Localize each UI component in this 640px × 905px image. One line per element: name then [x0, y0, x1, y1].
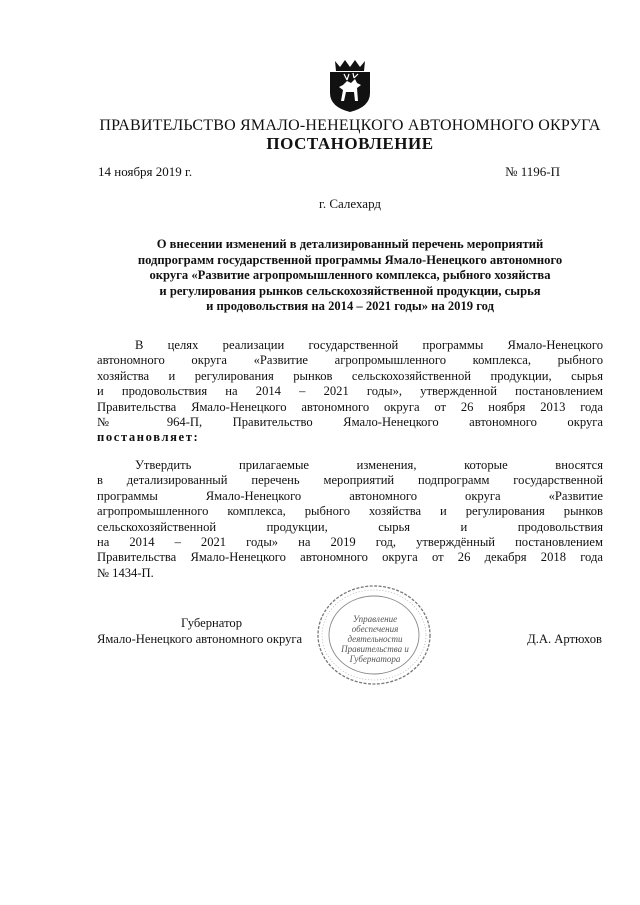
paragraph-line: № 964-П, Правительство Ямало-Ненецкого автономного округа: [97, 414, 603, 429]
paragraph-line: агропромышленного комплекса, рыбного хозяйства и регулирования рынков: [97, 504, 603, 519]
heading-line: и регулирования рынков сельскохозяйственной продукции, сырья: [159, 283, 541, 298]
government-title: ПРАВИТЕЛЬСТВО ЯМАЛО-НЕНЕЦКОГО АВТОНОМНОГО ОКРУГА: [99, 117, 601, 134]
paragraph-line: хозяйства и регулирования рынков сельскохозяйственной продукции, сырья: [97, 368, 603, 383]
heading-line: подпрограмм государственной программы Ямало-Ненецкого автономного: [137, 252, 563, 267]
coat-of-arms-icon: [327, 57, 373, 113]
signer-region: Ямало-Ненецкого автономного округа: [97, 632, 303, 646]
signer-name: Д.А. Артюхов: [527, 632, 602, 646]
document-date: 14 ноября 2019 г.: [98, 164, 193, 179]
document-city: г. Салехард: [318, 196, 382, 211]
paragraph-line: Правительства Ямало-Ненецкого автономного округа от 26 ноября 2013 года: [97, 399, 603, 414]
paragraph-line: В целях реализации государственной программы Ямало-Ненецкого: [135, 338, 603, 352]
paragraph-line: Утвердить прилагаемые изменения, которые вносятся: [135, 458, 603, 472]
heading-line: О внесении изменений в детализированный перечень мероприятий: [156, 237, 544, 251]
paragraph-line: Правительства Ямало-Ненецкого автономного округа от 26 декабря 2018 года: [97, 550, 603, 565]
document-type: ПОСТАНОВЛЕНИЕ: [266, 134, 434, 153]
signer-title: Губернатор: [181, 616, 242, 630]
resolution-paragraph: [97, 458, 603, 581]
paragraph-line: автономного округа «Развитие агропромышленного комплекса, рыбного: [97, 353, 603, 368]
paragraph-line: программы Ямало-Ненецкого автономного округа «Развитие: [97, 488, 603, 503]
preamble-paragraph: [97, 338, 603, 446]
paragraph-line: сельскохозяйственной продукции, сырья и продовольствия: [97, 519, 603, 534]
paragraph-line: в детализированный перечень мероприятий подпрограмм государственной: [97, 473, 603, 488]
paragraph-line: на 2014 – 2021 годы» на 2019 год, утверждённый постановлением: [97, 534, 603, 549]
heading-line: округа «Развитие агропромышленного комплекса, рыбного хозяйства: [149, 268, 551, 282]
paragraph-line: и продовольствия на 2014 – 2021 годы», утвержденной постановлением: [97, 384, 603, 399]
resolves-keyword: постановляет:: [97, 430, 200, 445]
paragraph-line: № 1434-П.: [97, 565, 154, 580]
document-number: № 1196-П: [505, 164, 560, 179]
stamp-text: Управление обеспечения деятельности Правительства и Губернатора: [341, 614, 409, 664]
document-heading: [110, 237, 590, 315]
heading-line: и продовольствия на 2014 – 2021 годы» на 2019 год: [206, 299, 494, 313]
